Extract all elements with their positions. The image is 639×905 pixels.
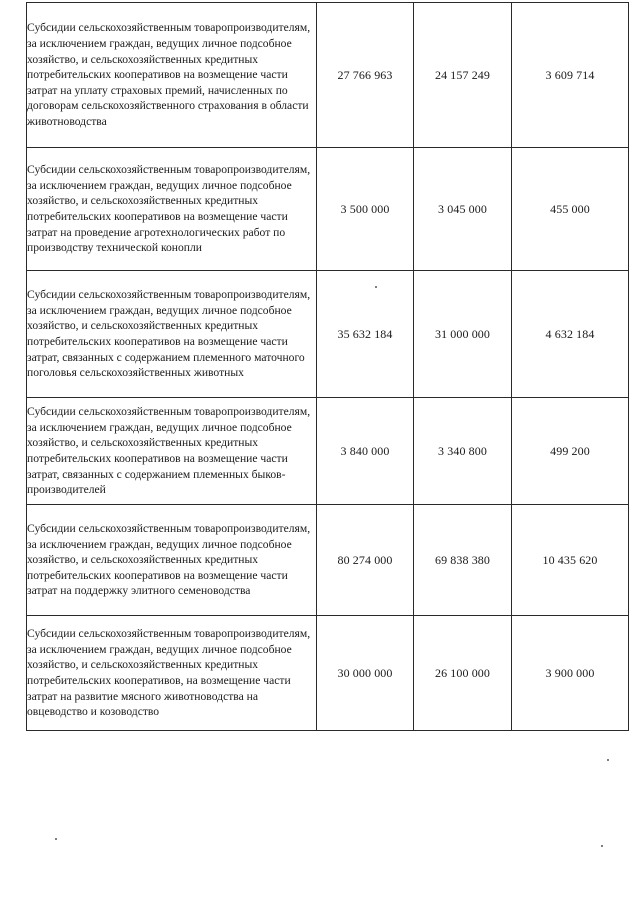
row-regional-amount: 3 609 714 [512,3,629,148]
row-description: Субсидии сельскохозяйственным товаропроизводителям, за исключением граждан, ведущих личное подсобное хозяйство, и сельскохозяйственных кредитных потребительских кооперативов на возмещение части затрат на поддержку элитного семеноводства [27,505,317,616]
row-total-amount: 3 840 000 [317,398,414,505]
row-total-amount: 30 000 000 [317,616,414,731]
scan-speck [55,838,57,840]
table-row [27,616,629,731]
scan-speck [601,845,603,847]
row-federal-amount: 3 045 000 [414,148,512,271]
row-description: Субсидии сельскохозяйственным товаропроизводителям, за исключением граждан, ведущих личное подсобное хозяйство, и сельскохозяйственных кредитных потребительских кооперативов, на возмещение части затрат на развитие мясного животноводства на овцеводство и козоводство [27,616,317,731]
scan-speck [375,286,377,288]
row-total-amount: 3 500 000 [317,148,414,271]
row-federal-amount: 31 000 000 [414,271,512,398]
table-row [27,398,629,505]
row-regional-amount: 4 632 184 [512,271,629,398]
row-federal-amount: 69 838 380 [414,505,512,616]
row-regional-amount: 455 000 [512,148,629,271]
table-row [27,3,629,148]
row-total-amount: 80 274 000 [317,505,414,616]
row-description: Субсидии сельскохозяйственным товаропроизводителям, за исключением граждан, ведущих личное подсобное хозяйство, и сельскохозяйственных кредитных потребительских кооперативов на возмещение части затрат, связанных с содержанием племенных быков-производителей [27,398,317,505]
row-federal-amount: 26 100 000 [414,616,512,731]
row-description: Субсидии сельскохозяйственным товаропроизводителям, за исключением граждан, ведущих личное подсобное хозяйство, и сельскохозяйственных кредитных потребительских кооперативов на возмещение части затрат, связанных с содержанием племенного маточного поголовья сельскохозяйственных животных [27,271,317,398]
row-total-amount: 27 766 963 [317,3,414,148]
table-row [27,271,629,398]
row-description: Субсидии сельскохозяйственным товаропроизводителям, за исключением граждан, ведущих личное подсобное хозяйство, и сельскохозяйственных кредитных потребительских кооперативов на возмещение части затрат на уплату страховых премий, начисленных по договорам сельскохозяйственного страхования в области животноводства [27,3,317,148]
row-federal-amount: 24 157 249 [414,3,512,148]
row-total-amount: 35 632 184 [317,271,414,398]
row-federal-amount: 3 340 800 [414,398,512,505]
row-description: Субсидии сельскохозяйственным товаропроизводителям, за исключением граждан, ведущих личное подсобное хозяйство, и сельскохозяйственных кредитных потребительских кооперативов на возмещение части затрат на проведение агротехнологических работ по производству технической конопли [27,148,317,271]
table-row [27,148,629,271]
row-regional-amount: 3 900 000 [512,616,629,731]
row-regional-amount: 499 200 [512,398,629,505]
scan-speck [607,759,609,761]
table-row [27,505,629,616]
subsidies-table [26,2,629,731]
row-regional-amount: 10 435 620 [512,505,629,616]
